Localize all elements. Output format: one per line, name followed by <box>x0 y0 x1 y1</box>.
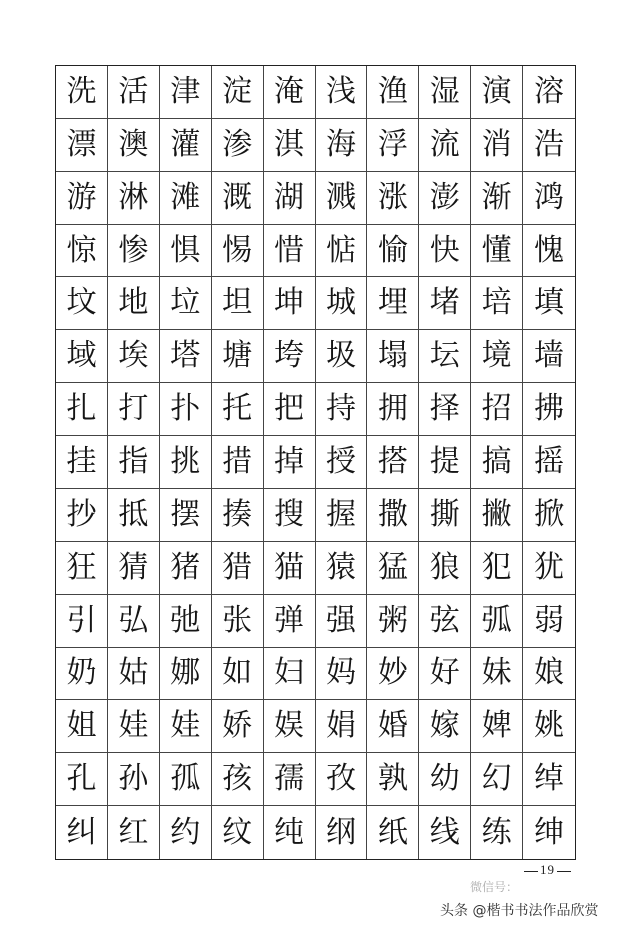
grid-cell: 溅 <box>316 172 368 225</box>
grid-cell: 幼 <box>419 753 471 806</box>
grid-cell: 约 <box>160 806 212 859</box>
grid-cell: 惨 <box>108 225 160 278</box>
grid-cell: 鸿 <box>523 172 575 225</box>
grid-cell: 快 <box>419 225 471 278</box>
grid-cell: 孤 <box>160 753 212 806</box>
grid-cell: 渔 <box>367 66 419 119</box>
grid-cell: 引 <box>56 595 108 648</box>
grid-cell: 塌 <box>367 330 419 383</box>
grid-cell: 抵 <box>108 489 160 542</box>
grid-cell: 好 <box>419 648 471 701</box>
grid-cell: 托 <box>212 383 264 436</box>
grid-cell: 扎 <box>56 383 108 436</box>
grid-cell: 孩 <box>212 753 264 806</box>
grid-cell: 浮 <box>367 119 419 172</box>
grid-cell: 娟 <box>316 700 368 753</box>
grid-cell: 授 <box>316 436 368 489</box>
grid-cell: 漂 <box>56 119 108 172</box>
grid-cell: 纲 <box>316 806 368 859</box>
grid-cell: 津 <box>160 66 212 119</box>
grid-cell: 择 <box>419 383 471 436</box>
grid-cell: 填 <box>523 277 575 330</box>
grid-cell: 张 <box>212 595 264 648</box>
grid-cell: 如 <box>212 648 264 701</box>
grid-cell: 孜 <box>316 753 368 806</box>
grid-cell: 惦 <box>316 225 368 278</box>
grid-cell: 猎 <box>212 542 264 595</box>
grid-cell: 活 <box>108 66 160 119</box>
grid-cell: 游 <box>56 172 108 225</box>
grid-cell: 弧 <box>471 595 523 648</box>
grid-cell: 培 <box>471 277 523 330</box>
grid-cell: 掉 <box>264 436 316 489</box>
grid-cell: 垃 <box>160 277 212 330</box>
grid-cell: 坛 <box>419 330 471 383</box>
grid-cell: 浅 <box>316 66 368 119</box>
grid-cell: 娃 <box>108 700 160 753</box>
grid-cell: 撕 <box>419 489 471 542</box>
grid-cell: 洗 <box>56 66 108 119</box>
grid-cell: 拥 <box>367 383 419 436</box>
grid-cell: 猫 <box>264 542 316 595</box>
grid-cell: 淹 <box>264 66 316 119</box>
grid-cell: 灌 <box>160 119 212 172</box>
grid-cell: 墙 <box>523 330 575 383</box>
grid-cell: 境 <box>471 330 523 383</box>
grid-cell: 弘 <box>108 595 160 648</box>
grid-cell: 垮 <box>264 330 316 383</box>
grid-cell: 奶 <box>56 648 108 701</box>
grid-cell: 搞 <box>471 436 523 489</box>
grid-cell: 惜 <box>264 225 316 278</box>
grid-cell: 狂 <box>56 542 108 595</box>
grid-cell: 娃 <box>160 700 212 753</box>
grid-cell: 犹 <box>523 542 575 595</box>
grid-cell: 涨 <box>367 172 419 225</box>
grid-cell: 孙 <box>108 753 160 806</box>
grid-cell: 摇 <box>523 436 575 489</box>
grid-cell: 渐 <box>471 172 523 225</box>
grid-cell: 渗 <box>212 119 264 172</box>
grid-cell: 流 <box>419 119 471 172</box>
grid-cell: 提 <box>419 436 471 489</box>
grid-cell: 海 <box>316 119 368 172</box>
grid-cell: 搭 <box>367 436 419 489</box>
grid-cell: 嫁 <box>419 700 471 753</box>
grid-cell: 堵 <box>419 277 471 330</box>
grid-cell: 指 <box>108 436 160 489</box>
grid-cell: 浩 <box>523 119 575 172</box>
grid-cell: 持 <box>316 383 368 436</box>
grid-cell: 娇 <box>212 700 264 753</box>
grid-cell: 犯 <box>471 542 523 595</box>
grid-cell: 澎 <box>419 172 471 225</box>
grid-cell: 孺 <box>264 753 316 806</box>
grid-cell: 把 <box>264 383 316 436</box>
grid-cell: 妈 <box>316 648 368 701</box>
wechat-watermark: 微信号： <box>470 880 519 894</box>
grid-cell: 线 <box>419 806 471 859</box>
grid-cell: 愧 <box>523 225 575 278</box>
grid-cell: 打 <box>108 383 160 436</box>
grid-cell: 坟 <box>56 277 108 330</box>
grid-cell: 圾 <box>316 330 368 383</box>
grid-cell: 狼 <box>419 542 471 595</box>
grid-cell: 埋 <box>367 277 419 330</box>
grid-cell: 纹 <box>212 806 264 859</box>
grid-cell: 姑 <box>108 648 160 701</box>
grid-cell: 摆 <box>160 489 212 542</box>
grid-cell: 娜 <box>160 648 212 701</box>
grid-cell: 塘 <box>212 330 264 383</box>
grid-cell: 挂 <box>56 436 108 489</box>
grid-cell: 淀 <box>212 66 264 119</box>
grid-cell: 撇 <box>471 489 523 542</box>
grid-cell: 撒 <box>367 489 419 542</box>
grid-cell: 弹 <box>264 595 316 648</box>
grid-cell: 澳 <box>108 119 160 172</box>
grid-cell: 弦 <box>419 595 471 648</box>
grid-cell: 纯 <box>264 806 316 859</box>
grid-cell: 惧 <box>160 225 212 278</box>
grid-cell: 强 <box>316 595 368 648</box>
grid-cell: 粥 <box>367 595 419 648</box>
grid-cell: 练 <box>471 806 523 859</box>
grid-cell: 绰 <box>523 753 575 806</box>
grid-cell: 婚 <box>367 700 419 753</box>
grid-cell: 域 <box>56 330 108 383</box>
grid-cell: 幻 <box>471 753 523 806</box>
grid-cell: 招 <box>471 383 523 436</box>
grid-cell: 猛 <box>367 542 419 595</box>
grid-cell: 埃 <box>108 330 160 383</box>
grid-cell: 溉 <box>212 172 264 225</box>
grid-cell: 地 <box>108 277 160 330</box>
grid-cell: 孰 <box>367 753 419 806</box>
character-grid <box>55 65 576 860</box>
grid-cell: 纸 <box>367 806 419 859</box>
grid-cell: 绅 <box>534 814 565 850</box>
grid-cell: 红 <box>108 806 160 859</box>
grid-cell: 懂 <box>471 225 523 278</box>
grid-cell: 惕 <box>212 225 264 278</box>
grid-cell: 娱 <box>264 700 316 753</box>
grid-cell: 溶 <box>523 66 575 119</box>
grid-cell: 城 <box>316 277 368 330</box>
grid-cell: 姐 <box>56 700 108 753</box>
grid-cell: 姚 <box>523 700 575 753</box>
grid-cell: 妙 <box>367 648 419 701</box>
grid-cell: 挑 <box>160 436 212 489</box>
grid-cell: 惊 <box>56 225 108 278</box>
grid-cell: 抄 <box>56 489 108 542</box>
grid-cell: 揍 <box>212 489 264 542</box>
grid-cell: 塔 <box>160 330 212 383</box>
grid-cell: 妹 <box>471 648 523 701</box>
grid-cell: 妇 <box>264 648 316 701</box>
grid-cell: 猜 <box>108 542 160 595</box>
grid-cell: 娘 <box>523 648 575 701</box>
grid-cell: 湖 <box>264 172 316 225</box>
grid-cell: 湿 <box>419 66 471 119</box>
grid-cell: 搜 <box>264 489 316 542</box>
grid-cell: 淋 <box>108 172 160 225</box>
grid-cell: 婢 <box>471 700 523 753</box>
grid-cell: 猪 <box>160 542 212 595</box>
toutiao-watermark: 头条 @楷书书法作品欣赏 <box>440 903 599 919</box>
grid-cell: 孔 <box>56 753 108 806</box>
grid-cell: 消 <box>471 119 523 172</box>
grid-cell: 措 <box>212 436 264 489</box>
grid-cell: 坦 <box>212 277 264 330</box>
grid-cell: 滩 <box>160 172 212 225</box>
grid-cell: 掀 <box>523 489 575 542</box>
grid-cell: 扑 <box>160 383 212 436</box>
grid-cell: 猿 <box>316 542 368 595</box>
grid-cell: 愉 <box>367 225 419 278</box>
grid-cell: 拂 <box>523 383 575 436</box>
grid-cell: 弱 <box>523 595 575 648</box>
grid-cell: 弛 <box>160 595 212 648</box>
grid-cell: 握 <box>316 489 368 542</box>
grid-cell: 演 <box>471 66 523 119</box>
grid-cell: 纠 <box>56 806 108 859</box>
grid-cell: 淇 <box>264 119 316 172</box>
grid-cell: 坤 <box>264 277 316 330</box>
page-number: 19 <box>522 862 573 878</box>
